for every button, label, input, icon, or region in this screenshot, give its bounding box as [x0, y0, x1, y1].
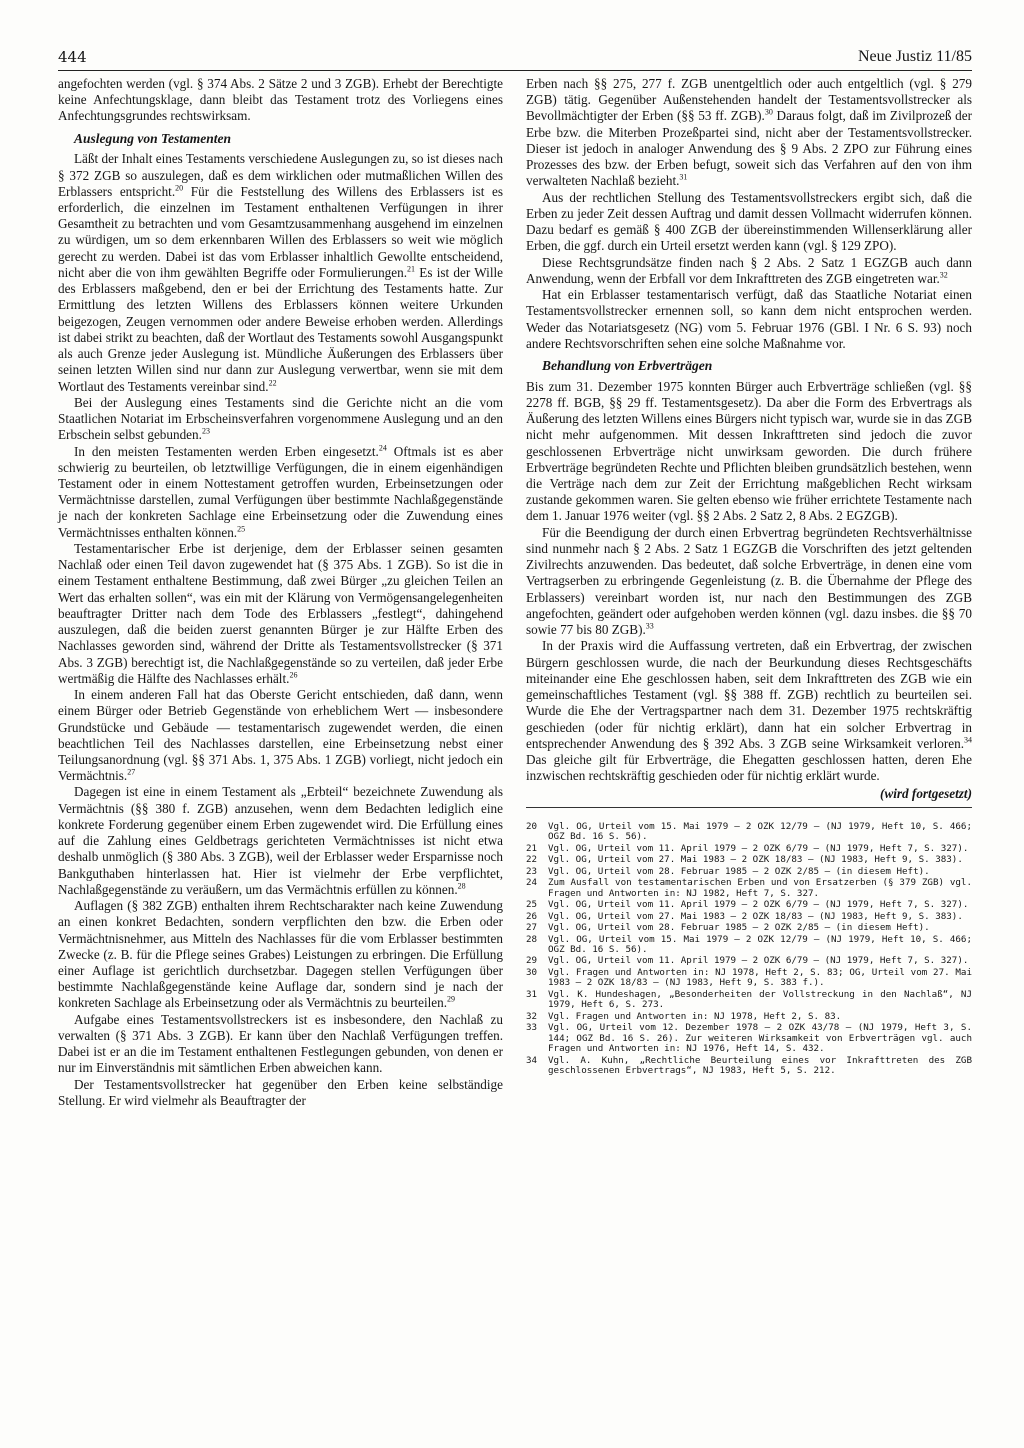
right-column [526, 76, 972, 1078]
footnote-ref: 25 [237, 524, 246, 534]
footnote-ref: 28 [457, 881, 466, 891]
paragraph-text: angefochten werden (vgl. § 374 Abs. 2 Sätze 2 und 3 ZGB). Erhebt der Berechtigte keine Anfechtungsklage, dann bleibt das Testament trotz des Vorliegens eines Anfechtungsgrundes rechtswirksam. [58, 76, 503, 124]
footnote [526, 867, 972, 877]
footnote-number: 29 [526, 955, 538, 967]
footnote-text: Vgl. OG, Urteil vom 27. Mai 1983 – 2 OZK 18/83 – (NJ 1983, Heft 9, S. 383). [548, 854, 963, 866]
footnote-text: Vgl. OG, Urteil vom 27. Mai 1983 – 2 OZK 18/83 – (NJ 1983, Heft 9, S. 383). [548, 910, 963, 922]
footnote-number: 30 [526, 966, 538, 978]
paragraph [58, 541, 503, 687]
footnote [526, 1023, 972, 1054]
footnote [526, 968, 972, 989]
footnote-ref: 27 [127, 767, 136, 777]
footnote-text: Zum Ausfall von testamentarischen Erben und von Ersatzerben (§ 379 ZGB) vgl. Fragen und Antworten in: NJ 1982, Heft 7, S. 327. [548, 877, 972, 899]
footnote-number: 26 [526, 910, 538, 922]
paragraph-text: Diese Rechtsgrundsätze finden nach § 2 Abs. 2 Satz 1 EGZGB auch dann Anwendung, wenn der Erbfall vor dem Inkrafttreten des ZGB eingetreten war. [526, 254, 972, 286]
paragraph [526, 190, 972, 255]
footnote-ref: 33 [645, 621, 654, 631]
footnote-ref: 23 [201, 426, 210, 436]
paragraph [58, 395, 503, 444]
section-heading: Auslegung von Testamenten [74, 130, 232, 146]
footnote [526, 956, 972, 966]
footnote [526, 900, 972, 910]
footnote-number: 28 [526, 933, 538, 945]
paragraph [58, 784, 503, 898]
paragraph-text: Daraus folgt, daß im Zivilprozeß der Erbe bzw. die Miterben Prozeßpartei sind, nicht aber der Testamentsvollstrecker. Dieser ist jedoch in analoger Anwendung des § 9 Abs. 2 ZPO zur Führung eines Prozesses des bzw. der Erben befugt, soweit sich das Verfahren auf den von ihm verwalteten Nachlaß bezieht. [526, 108, 972, 189]
footnotes [526, 822, 972, 1077]
footnote-ref: 30 [764, 108, 773, 118]
paragraph [526, 287, 972, 352]
left-column [58, 76, 503, 1109]
footnote-text: Vgl. OG, Urteil vom 12. Dezember 1978 – 2 OZK 43/78 – (NJ 1979, Heft 3, S. 144; OGZ Bd. 16 S. 26). Zur weiteren Wirksamkeit von Erbverträgen vgl. auch Fragen und Antworten in: NJ 1976, Heft 14, S. 432. [548, 1022, 972, 1055]
footnote-ref: 29 [447, 995, 456, 1005]
footnote-text: Vgl. OG, Urteil vom 15. Mai 1979 – 2 OZK 12/79 – (NJ 1979, Heft 10, S. 466; OGZ Bd. 16 S. 56). [548, 933, 972, 955]
paragraph-text: Aufgabe eines Testamentsvollstreckers ist es insbesondere, den Nachlaß zu verwalten (§ 371 Abs. 3 ZGB). Er kann über den Nachlaß Verfügungen treffen. Dabei ist er an die im Testament enthaltenen Festlegungen gebunden, von denen er nur im Einverständnis mit sämtlichen Erben abweichen kann. [58, 1011, 503, 1076]
paragraph-text: Es ist der Wille des Erblassers maßgebend, den er bei der Errichtung des Testaments hatte. Zur Ermittlung des letzten Willens des Erblassers können weitere Urkunden beigezogen, Zeugen vernommen oder andere Beweise erhoben werden. Allerdings ist dabei strikt zu beachten, daß der Wortlaut des Testaments sowohl Ausgangspunkt als auch Grenze jeder Auslegung ist. Mündliche Äußerungen des Erblassers über seinen letzten Willen sind nur dann zur Auslegung verwertbar, wenn sie mit dem Wortlaut des Testaments vereinbar sind. [58, 264, 504, 394]
continued-note: (wird fortgesetzt) [526, 786, 972, 807]
section-heading: Behandlung von Erbverträgen [542, 357, 713, 373]
footnote-number: 32 [526, 1010, 538, 1022]
paragraph [58, 151, 503, 395]
paragraph-text: Testamentarischer Erbe ist derjenige, dem der Erblasser seinen gesamten Nachlaß oder einen Teil davon zugewendet hat (§ 375 Abs. 1 ZGB). So ist die in einem Testament enthaltene Bestimmung, daß zwei Bürger „zu gleichen Teilen an Wert das erhalten sollen“, was ein mit der Klärung von Vermögensangelegenheiten beauftragter Dritter nach dem Tode des Erblassers „festlegt“, dahingehend auszulegen, daß die beiden zuerst genannten Bürger je zur Hälfte Erben des Nachlasses geworden sind, während der Dritte als Testamentsvollstrecker (§ 371 Abs. 3 ZGB) berechtigt ist, die Nachlaßgegenstände so zu verteilen, daß jeder Erbe wertmäßig die Hälfte des Nachlasses erhält. [58, 540, 503, 686]
footnote-text: Vgl. OG, Urteil vom 28. Februar 1985 – 2 OZK 2/85 – (in diesem Heft). [548, 865, 930, 877]
footnote-ref: 24 [378, 443, 387, 453]
paragraph-text: Auflagen (§ 382 ZGB) enthalten ihrem Rechtscharakter nach keine Zuwendung an einen konkret Bedachten, sondern verpflichten den bzw. die Erben oder Vermächtnisnehmer, aus Mitteln des Nachlasses für die vom Erblasser bestimmten Zwecke (z. B. für die Pflege seines Grabes) Leistungen zu erbringen. Die Erfüllung einer Auflage ist gerichtlich durchsetzbar. Dagegen stellen Verfügungen über bestimmte Nachlaßgegenstände keine Auflage dar, sondern sind je nach der konkreten Sachlage als Erbeinsetzung oder als Vermächtnis zu beurteilen. [58, 898, 503, 1011]
footnote-ref: 31 [679, 173, 688, 183]
footnote-number: 25 [526, 899, 538, 911]
footnote [526, 912, 972, 922]
paragraph [58, 1077, 503, 1109]
paragraph [526, 255, 972, 287]
footnote-number: 21 [526, 842, 538, 854]
footnote-ref: 20 [175, 183, 184, 193]
paragraph-text: Hat ein Erblasser testamentarisch verfügt, daß das Staatliche Notariat einen Testamentsvollstrecker ernennen soll, so kann dem nicht entsprochen werden. Weder das Notariatsgesetz (NG) vom 5. Februar 1976 (GBl. I Nr. 6 S. 93) noch andere Rechtsvorschriften sehen eine solche Maßnahme vor. [526, 287, 972, 351]
paragraph-text: In der Praxis wird die Auffassung vertreten, daß ein Erbvertrag, der zwischen Bürgern geschlossen wurde, die nach der Beurkundung dieses Rechtsgeschäfts miteinander eine Ehe geschlossen haben, seit dem Inkrafttreten des ZGB wie ein gemeinschaftliches Testament (vgl. §§ 388 ff. ZGB) rechtlich zu beurteilen sei. Wurde die Ehe der Vertragspartner nach dem 31. Dezember 1975 rechtskräftig geschieden (oder für nichtig erklärt), dann hat ein solcher Erbvertrag in entsprechender Anwendung des § 392 Abs. 3 ZGB seine Wirksamkeit verloren. [526, 638, 972, 751]
footnote-number: 27 [526, 922, 538, 934]
paragraph-text: Bei der Auslegung eines Testaments sind die Gerichte nicht an die vom Staatlichen Notariat im Erbscheinsverfahren vorgenommene Auslegung und an den Erbschein selbst gebunden. [58, 394, 503, 443]
footnote-ref: 34 [964, 735, 972, 745]
footnote-number: 31 [526, 988, 538, 1000]
paragraph [58, 76, 503, 125]
footnote-ref: 21 [407, 264, 416, 274]
footnote-number: 22 [526, 854, 538, 866]
paragraph-text: Der Testamentsvollstrecker hat gegenüber den Erben keine selbständige Stellung. Er wird vielmehr als Beauftragter der [58, 1076, 503, 1108]
paragraph-text: Erben nach §§ 275, 277 f. ZGB unentgeltlich oder auch entgeltlich (vgl. § 279 ZGB) tätig. Gegenüber Außenstehenden handelt der Testamentsvollstrecker als Bevollmächtigter der Erben (§§ 53 ff. ZGB). [526, 76, 972, 124]
footnote-ref: 26 [289, 670, 298, 680]
paragraph [58, 1012, 503, 1077]
footnote [526, 844, 972, 854]
paragraph [526, 638, 972, 784]
journal-issue: Neue Justiz 11/85 [857, 48, 972, 65]
running-header [58, 44, 972, 71]
footnote-text: Vgl. K. Hundeshagen, „Besonderheiten der Vollstreckung in den Nachlaß“, NJ 1979, Heft 6, S. 273. [548, 988, 972, 1011]
footnote-text: Vgl. Fragen und Antworten in: NJ 1978, Heft 2, S. 83; OG, Urteil vom 27. Mai 1983 – 2 OZK 18/83 – (NJ 1983, Heft 9, S. 383 f.). [548, 966, 972, 989]
paragraph [58, 444, 503, 541]
footnote [526, 855, 972, 865]
footnote-text: Vgl. Fragen und Antworten in: NJ 1978, Heft 2, S. 83. [548, 1010, 842, 1022]
footnote-number: 23 [526, 865, 538, 877]
footnote [526, 1012, 972, 1022]
paragraph-text: Für die Feststellung des Willens des Erblassers ist es erforderlich, die einzelnen im Testament enthaltenen Verfügungen in ihrer Gesamtheit zu betrachten und vom Gesamtzusammenhang ausgehend im einzelnen zu würdigen, um so dem erkennbaren Willen des Erblassers so weit wie möglich gerecht zu werden. Dabei ist das vom Erblasser inhaltlich Gewollte entscheidend, nicht aber die von ihm gewählten Begriffe oder Formulierungen. [58, 183, 504, 280]
footnote-number: 24 [526, 877, 538, 889]
footnote-text: Vgl. OG, Urteil vom 11. April 1979 – 2 OZK 6/79 – (NJ 1979, Heft 7, S. 327). [548, 842, 969, 854]
footnote-text: Vgl. A. Kuhn, „Rechtliche Beurteilung eines vor Inkrafttreten des ZGB geschlossenen Erbvertrags“, NJ 1983, Heft 5, S. 212. [548, 1054, 972, 1077]
paragraph-text: In den meisten Testamenten werden Erben eingesetzt. [74, 443, 379, 459]
footnote [526, 923, 972, 933]
paragraph-text: In einem anderen Fall hat das Oberste Gericht entschieden, daß dann, wenn einem Bürger oder Betrieb Gegenstände von erheblichem Wert — insbesondere Grundstücke und Gebäude — testamentarisch zugewendet werden, die einen beachtlichen Teil des Nachlasses darstellen, eine Erbeinsetzung nebst einer Teilungsanordnung (vgl. §§ 371 Abs. 1, 375 Abs. 1 ZGB) vorliegt, nicht jedoch ein Vermächtnis. [58, 687, 503, 784]
footnote [526, 990, 972, 1011]
paragraph-text: Das gleiche gilt für Erbverträge, die Ehegatten geschlossen hatten, deren Ehe inzwischen rechtskräftig geschieden oder für nichtig erklärt wurde. [526, 751, 972, 784]
footnote-number: 33 [526, 1022, 538, 1034]
page-number: 444 [58, 48, 87, 66]
footnote-number: 34 [526, 1054, 538, 1066]
footnote-text: Vgl. OG, Urteil vom 11. April 1979 – 2 OZK 6/79 – (NJ 1979, Heft 7, S. 327). [548, 899, 969, 911]
paragraph-text: Läßt der Inhalt eines Testaments verschiedene Auslegungen zu, so ist dieses nach § 372 ZGB so auszulegen, daß es dem wirklichen oder mutmaßlichen Willen des Erblassers entspricht. [58, 151, 503, 199]
paragraph [526, 379, 972, 525]
paragraph [58, 898, 503, 1012]
right-column-body [526, 76, 972, 784]
footnote [526, 1056, 972, 1077]
paragraph [526, 76, 972, 190]
footnote [526, 878, 972, 899]
paragraph-text: Oftmals ist es aber schwierig zu beurteilen, ob letztwillige Verfügungen, die in einem eigenhändigen Testament oder in einem Nottestament getroffen wurden, Erbeinsetzungen oder Vermächtnisse darstellen, zumal Verfügungen über bestimmte Nachlaßgegenstände je nach der konkreten Sachlage eine Erbeinsetzung oder die Zuwendung eines Vermächtnisses enthalten können. [58, 443, 504, 540]
footnote-text: Vgl. OG, Urteil vom 15. Mai 1979 – 2 OZK 12/79 – (NJ 1979, Heft 10, S. 466; OGZ Bd. 16 S. 56). [548, 820, 972, 843]
paragraph-text: Aus der rechtlichen Stellung des Testamentsvollstreckers ergibt sich, daß die Erben zu jeder Zeit dessen Auftrag und damit dessen Vollmacht widerrufen können. Dazu bedarf es gemäß § 400 ZGB der übereinstimmenden Willenserklärung aller Erben, die ggf. durch ein Urteil ersetzt werden kann (vgl. § 129 ZPO). [526, 189, 972, 254]
footnote-ref: 22 [268, 378, 277, 388]
footnote-text: Vgl. OG, Urteil vom 11. April 1979 – 2 OZK 6/79 – (NJ 1979, Heft 7, S. 327). [548, 955, 969, 967]
paragraph-text: Für die Beendigung der durch einen Erbvertrag begründeten Rechtsverhältnisse sind nunmehr nach § 2 Abs. 2 Satz 1 EGZGB die Vorschriften des jetzt geltenden Zivilrechts anzuwenden. Das bedeutet, daß solche Erbverträge, in denen eine vom Vertragserben zu erbringende Gegenleistung (z. B. die Übernahme der Pflege des Erblassers) vereinbart worden ist, nur nach den Bestimmungen des ZGB angefochten, geändert oder aufgehoben werden können (vgl. dazu insbes. die §§ 70 sowie 77 bis 80 ZGB). [526, 524, 972, 638]
footnote [526, 935, 972, 956]
footnote-number: 20 [526, 820, 538, 832]
footnote-ref: 32 [939, 270, 948, 280]
paragraph-text: Bis zum 31. Dezember 1975 konnten Bürger auch Erbverträge schließen (vgl. §§ 2278 ff. BGB, §§ 29 ff. Testamentsgesetz). Da aber die Form des Erbvertrags als Äußerung des letzten Willens eines Bürgers nicht typisch war, wurde sie in das ZGB nicht mehr aufgenommen. Mit dessen Inkrafttreten sind jedoch die zuvor geschlossenen Erbverträge nicht unwirksam geworden. Die durch frühere Erbverträge begründeten Rechte und Pflichten bleiben grundsätzlich bestehen, wenn die Verträge nach dem zur Zeit der Errichtung maßgeblichen Recht wirksam zustande gekommen waren. Sie gelten ebenso wie früher errichtete Testamente nach dem 1. Januar 1976 weiter (vgl. §§ 2 Abs. 2 Satz 2, 8 Abs. 2 EGZGB). [526, 378, 972, 524]
paragraph [526, 525, 972, 639]
footnote [526, 822, 972, 843]
footnote-text: Vgl. OG, Urteil vom 28. Februar 1985 – 2 OZK 2/85 – (in diesem Heft). [548, 922, 930, 934]
paragraph-text: Dagegen ist eine in einem Testament als „Erbteil“ bezeichnete Zuwendung als Vermächtnis (§§ 380 f. ZGB) anzusehen, wenn dem Bedachten lediglich eine konkrete Forderung gegenüber einem Erben zugewendet wird. Die Erfüllung eines auf die Zahlung eines Geldbetrags gerichteten Vermächtnisses ist nicht etwa deshalb unmöglich (§ 380 Abs. 3 ZGB), weil der Erblasser weder Ersparnisse noch Bankguthaben hinterlassen hat. Hier ist vielmehr der Erbe verpflichtet, Nachlaßgegenstände zu veräußern, um das Vermächtnis erfüllen zu können. [58, 784, 503, 897]
paragraph [58, 687, 503, 784]
